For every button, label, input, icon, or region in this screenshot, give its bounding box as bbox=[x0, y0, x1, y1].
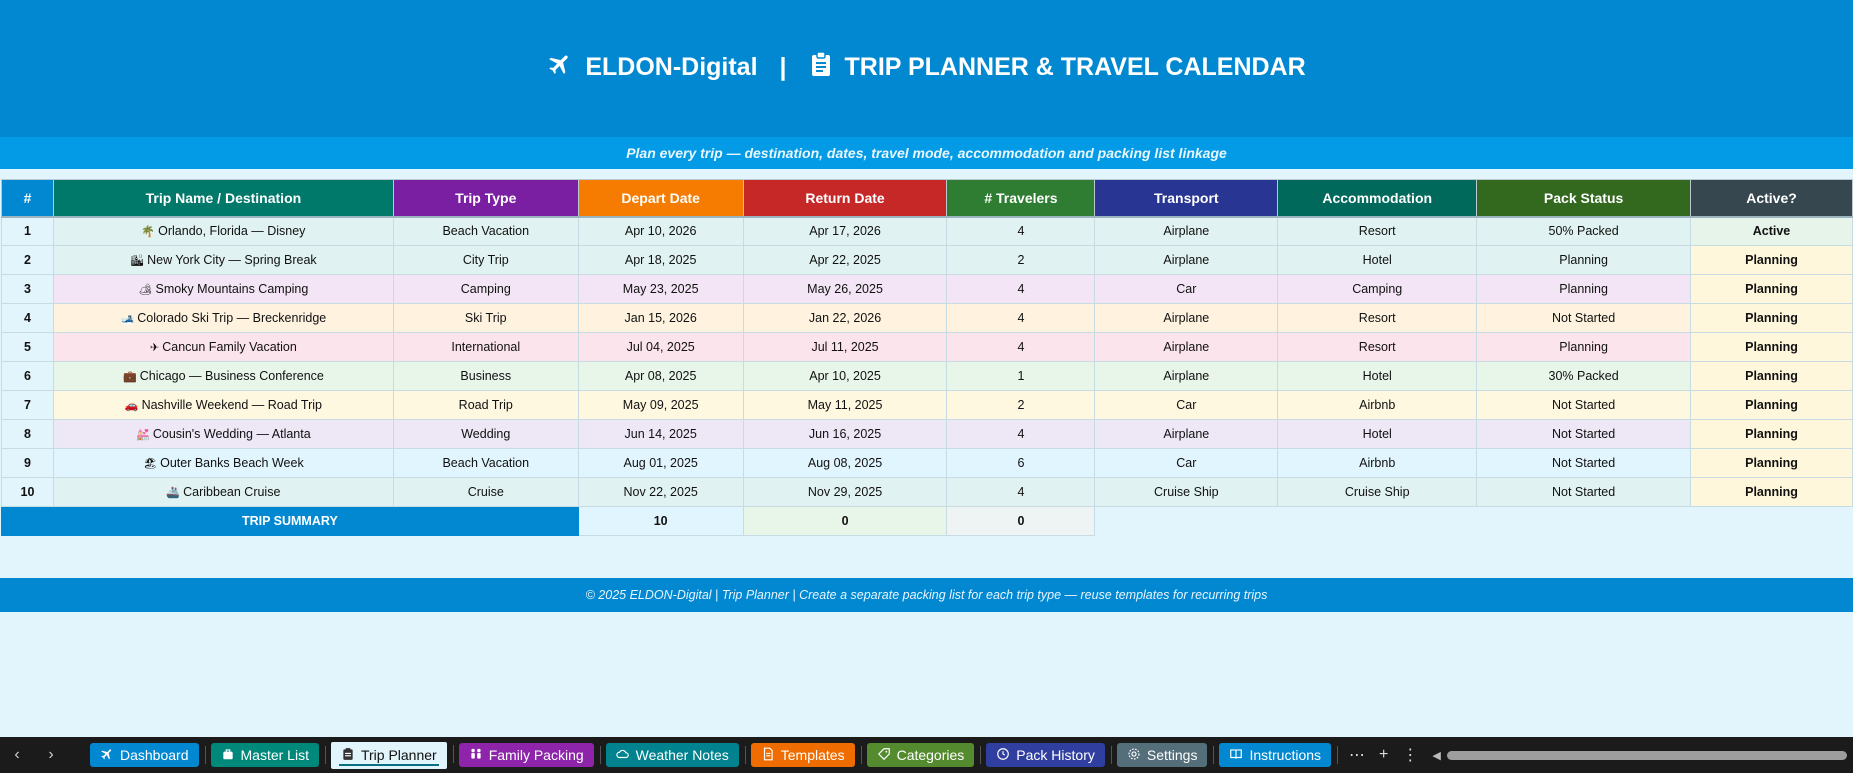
row-number[interactable]: 3 bbox=[2, 275, 54, 304]
accommodation-cell[interactable]: Hotel bbox=[1278, 362, 1477, 391]
trip-icon: 🚢 bbox=[166, 487, 184, 499]
table-row bbox=[2, 362, 1853, 391]
trip-icon: 🏙 bbox=[130, 255, 148, 267]
accommodation-cell[interactable]: Hotel bbox=[1278, 420, 1477, 449]
row-number[interactable]: 9 bbox=[2, 449, 54, 478]
active-status-cell[interactable]: Planning bbox=[1691, 391, 1853, 420]
sheet-menu-icon[interactable]: ⋮ bbox=[1402, 747, 1419, 764]
tab-label: Pack History bbox=[1016, 747, 1095, 763]
trip-name: Cousin's Wedding — Atlanta bbox=[152, 427, 311, 441]
trip-name-cell[interactable] bbox=[53, 449, 393, 478]
type-cell[interactable]: Camping bbox=[393, 275, 578, 304]
row-number[interactable]: 6 bbox=[2, 362, 54, 391]
transport-cell[interactable]: Airplane bbox=[1095, 246, 1278, 275]
trip-name: New York City — Spring Break bbox=[147, 253, 317, 267]
type-cell[interactable]: City Trip bbox=[393, 246, 578, 275]
type-cell[interactable]: Beach Vacation bbox=[393, 449, 578, 478]
transport-cell[interactable]: Airplane bbox=[1095, 362, 1278, 391]
tab-label: Master List bbox=[240, 747, 309, 763]
pack-cell[interactable]: Not Started bbox=[1477, 304, 1691, 333]
tab-label: Family Packing bbox=[488, 747, 584, 763]
clipboard-icon bbox=[809, 51, 833, 84]
add-sheet-icon[interactable]: + bbox=[1379, 746, 1389, 763]
return-cell[interactable]: Jul 11, 2025 bbox=[743, 333, 947, 362]
trip-name-cell[interactable] bbox=[53, 275, 393, 304]
pack-cell[interactable]: Planning bbox=[1477, 246, 1691, 275]
trip-name: Cancun Family Vacation bbox=[162, 340, 297, 354]
trip-name-cell[interactable] bbox=[53, 391, 393, 420]
active-status-cell[interactable]: Active bbox=[1691, 217, 1853, 246]
plane-icon bbox=[547, 51, 573, 84]
accommodation-cell[interactable]: Hotel bbox=[1278, 246, 1477, 275]
depart-cell[interactable]: Apr 18, 2025 bbox=[578, 246, 743, 275]
table-row bbox=[2, 304, 1853, 333]
title-separator: | bbox=[779, 53, 787, 81]
summary-value[interactable]: 0 bbox=[947, 507, 1095, 536]
tab-label: Dashboard bbox=[120, 747, 189, 763]
trip-icon: 🏕 bbox=[138, 284, 156, 296]
brand-name: ELDON-Digital bbox=[585, 53, 758, 81]
table-row bbox=[2, 275, 1853, 304]
column-header[interactable]: Depart Date bbox=[578, 180, 743, 217]
row-number[interactable]: 4 bbox=[2, 304, 54, 333]
pack-cell[interactable]: Planning bbox=[1477, 333, 1691, 362]
trip-name: Chicago — Business Conference bbox=[139, 369, 324, 383]
accommodation-cell[interactable]: Cruise Ship bbox=[1278, 478, 1477, 507]
footer-bar: © 2025 ELDON-Digital | Trip Planner | Create a separate packing list for each trip type — reuse templates for recurring trips bbox=[0, 578, 1853, 612]
active-status-cell[interactable]: Planning bbox=[1691, 449, 1853, 478]
tab-label: Settings bbox=[1146, 747, 1198, 763]
trip-name: Caribbean Cruise bbox=[183, 485, 281, 499]
depart-cell[interactable]: May 23, 2025 bbox=[578, 275, 743, 304]
depart-cell[interactable]: Apr 08, 2025 bbox=[578, 362, 743, 391]
accommodation-cell[interactable]: Resort bbox=[1278, 217, 1477, 246]
depart-cell[interactable]: Apr 10, 2026 bbox=[578, 217, 743, 246]
table-row bbox=[2, 333, 1853, 362]
trip-icon: 🏖 bbox=[143, 458, 161, 470]
travelers-cell[interactable]: 4 bbox=[947, 217, 1095, 246]
tab-family-packing[interactable] bbox=[459, 743, 594, 767]
tag-icon bbox=[877, 747, 891, 764]
row-number[interactable]: 10 bbox=[2, 478, 54, 507]
trip-icon: 💼 bbox=[122, 371, 140, 383]
type-cell[interactable]: Road Trip bbox=[393, 391, 578, 420]
horizontal-scrollbar[interactable] bbox=[1447, 751, 1847, 760]
active-status-cell[interactable]: Planning bbox=[1691, 275, 1853, 304]
column-header[interactable]: Return Date bbox=[743, 180, 947, 217]
pack-cell[interactable]: Not Started bbox=[1477, 391, 1691, 420]
summary-value[interactable]: 0 bbox=[743, 507, 947, 536]
column-header[interactable]: Active? bbox=[1691, 180, 1853, 217]
row-number[interactable]: 5 bbox=[2, 333, 54, 362]
travelers-cell[interactable]: 2 bbox=[947, 246, 1095, 275]
return-cell[interactable]: May 11, 2025 bbox=[743, 391, 947, 420]
tab-label: Instructions bbox=[1249, 747, 1322, 763]
tab-dashboard[interactable] bbox=[90, 743, 199, 767]
cloud-icon bbox=[616, 747, 630, 764]
column-header[interactable]: Accommodation bbox=[1278, 180, 1477, 217]
active-status-cell[interactable]: Planning bbox=[1691, 246, 1853, 275]
travelers-cell[interactable]: 4 bbox=[947, 275, 1095, 304]
trip-name-cell[interactable] bbox=[53, 333, 393, 362]
return-cell[interactable]: Jun 16, 2025 bbox=[743, 420, 947, 449]
accommodation-cell[interactable]: Resort bbox=[1278, 304, 1477, 333]
row-number[interactable]: 8 bbox=[2, 420, 54, 449]
tab-templates[interactable] bbox=[751, 743, 855, 767]
return-cell[interactable]: Apr 10, 2025 bbox=[743, 362, 947, 391]
accommodation-cell[interactable]: Airbnb bbox=[1278, 391, 1477, 420]
return-cell[interactable]: May 26, 2025 bbox=[743, 275, 947, 304]
column-header[interactable]: Trip Name / Destination bbox=[53, 180, 393, 217]
clock-icon bbox=[996, 747, 1010, 764]
type-cell[interactable]: Cruise bbox=[393, 478, 578, 507]
transport-cell[interactable]: Cruise Ship bbox=[1095, 478, 1278, 507]
gear-icon bbox=[1127, 747, 1141, 764]
trip-name: Nashville Weekend — Road Trip bbox=[141, 398, 322, 412]
trip-name-cell[interactable] bbox=[53, 304, 393, 333]
title-banner bbox=[0, 0, 1853, 137]
trip-name: Outer Banks Beach Week bbox=[160, 456, 304, 470]
depart-cell[interactable]: Jan 15, 2026 bbox=[578, 304, 743, 333]
type-cell[interactable]: Beach Vacation bbox=[393, 217, 578, 246]
summary-label[interactable]: TRIP SUMMARY bbox=[2, 507, 579, 536]
tab-weather-notes[interactable] bbox=[606, 743, 739, 767]
type-cell[interactable]: Business bbox=[393, 362, 578, 391]
trip-name-cell[interactable] bbox=[53, 420, 393, 449]
travelers-cell[interactable]: 4 bbox=[947, 420, 1095, 449]
column-header[interactable]: Pack Status bbox=[1477, 180, 1691, 217]
pack-cell[interactable]: Not Started bbox=[1477, 449, 1691, 478]
trip-icon: 🎿 bbox=[120, 313, 138, 325]
transport-cell[interactable]: Car bbox=[1095, 391, 1278, 420]
tab-trip-planner[interactable] bbox=[331, 742, 447, 769]
pack-cell[interactable]: 50% Packed bbox=[1477, 217, 1691, 246]
clipboard-icon bbox=[341, 747, 355, 764]
family-icon bbox=[469, 747, 483, 764]
return-cell[interactable]: Apr 22, 2025 bbox=[743, 246, 947, 275]
row-number[interactable]: 2 bbox=[2, 246, 54, 275]
sheet-tabs bbox=[90, 742, 1343, 769]
tab-label: Trip Planner bbox=[360, 747, 437, 763]
return-cell[interactable]: Nov 29, 2025 bbox=[743, 478, 947, 507]
trip-name-cell[interactable] bbox=[53, 246, 393, 275]
table-row bbox=[2, 391, 1853, 420]
accommodation-cell[interactable]: Airbnb bbox=[1278, 449, 1477, 478]
trip-name-cell[interactable] bbox=[53, 217, 393, 246]
empty-cells bbox=[1095, 507, 1853, 536]
subtitle-bar: Plan every trip — destination, dates, travel mode, accommodation and packing list linkage bbox=[0, 137, 1853, 169]
bag-icon bbox=[221, 747, 235, 764]
active-status-cell[interactable]: Planning bbox=[1691, 304, 1853, 333]
trip-name-cell[interactable] bbox=[53, 478, 393, 507]
tab-label: Categories bbox=[896, 747, 965, 763]
accommodation-cell[interactable]: Resort bbox=[1278, 333, 1477, 362]
depart-cell[interactable]: Aug 01, 2025 bbox=[578, 449, 743, 478]
trip-icon: 🚗 bbox=[124, 400, 142, 412]
prev-sheet-icon[interactable]: ‹ bbox=[14, 746, 20, 763]
trip-name: Colorado Ski Trip — Breckenridge bbox=[137, 311, 327, 325]
type-cell[interactable]: Wedding bbox=[393, 420, 578, 449]
travelers-cell[interactable]: 4 bbox=[947, 333, 1095, 362]
trip-icon: 🌴 bbox=[141, 226, 159, 239]
tab-instructions[interactable] bbox=[1219, 743, 1331, 767]
tab-categories[interactable] bbox=[867, 743, 975, 767]
depart-cell[interactable]: Nov 22, 2025 bbox=[578, 478, 743, 507]
return-cell[interactable]: Apr 17, 2026 bbox=[743, 217, 947, 246]
table-row bbox=[2, 420, 1853, 449]
tab-label: Templates bbox=[780, 747, 845, 763]
transport-cell[interactable]: Airplane bbox=[1095, 304, 1278, 333]
column-header[interactable]: # bbox=[2, 180, 54, 217]
transport-cell[interactable]: Airplane bbox=[1095, 217, 1278, 246]
tab-label: Weather Notes bbox=[635, 747, 729, 763]
table-header-row bbox=[2, 180, 1853, 217]
table-row bbox=[2, 246, 1853, 275]
active-status-cell[interactable]: Planning bbox=[1691, 362, 1853, 391]
return-cell[interactable]: Aug 08, 2025 bbox=[743, 449, 947, 478]
travelers-cell[interactable]: 6 bbox=[947, 449, 1095, 478]
trip-table bbox=[1, 179, 1853, 536]
transport-cell[interactable]: Car bbox=[1095, 449, 1278, 478]
depart-cell[interactable]: May 09, 2025 bbox=[578, 391, 743, 420]
pack-cell[interactable]: 30% Packed bbox=[1477, 362, 1691, 391]
active-status-cell[interactable]: Planning bbox=[1691, 333, 1853, 362]
sheet-tab-bar bbox=[0, 737, 1853, 773]
transport-cell[interactable]: Airplane bbox=[1095, 333, 1278, 362]
trip-name: Orlando, Florida — Disney bbox=[158, 224, 306, 239]
return-cell[interactable]: Jan 22, 2026 bbox=[743, 304, 947, 333]
plane-icon bbox=[100, 747, 114, 764]
summary-row bbox=[2, 507, 1853, 536]
tab-master-list[interactable] bbox=[211, 743, 319, 767]
page-title: TRIP PLANNER & TRAVEL CALENDAR bbox=[844, 53, 1306, 81]
trip-name: Smoky Mountains Camping bbox=[155, 282, 309, 296]
pack-cell[interactable]: Not Started bbox=[1477, 478, 1691, 507]
active-status-cell[interactable]: Planning bbox=[1691, 420, 1853, 449]
table-row bbox=[2, 217, 1853, 246]
transport-cell[interactable]: Airplane bbox=[1095, 420, 1278, 449]
summary-total-trips[interactable]: 10 bbox=[578, 507, 743, 536]
column-header[interactable]: # Travelers bbox=[947, 180, 1095, 217]
active-status-cell[interactable]: Planning bbox=[1691, 478, 1853, 507]
travelers-cell[interactable]: 2 bbox=[947, 391, 1095, 420]
transport-cell[interactable]: Car bbox=[1095, 275, 1278, 304]
trip-icon: ✈ bbox=[149, 342, 163, 354]
column-header[interactable]: Transport bbox=[1095, 180, 1278, 217]
travelers-cell[interactable]: 4 bbox=[947, 478, 1095, 507]
table-row bbox=[2, 449, 1853, 478]
type-cell[interactable]: Ski Trip bbox=[393, 304, 578, 333]
row-number[interactable]: 7 bbox=[2, 391, 54, 420]
accommodation-cell[interactable]: Camping bbox=[1278, 275, 1477, 304]
book-icon bbox=[1229, 747, 1243, 764]
row-number[interactable]: 1 bbox=[2, 217, 54, 246]
pack-cell[interactable]: Not Started bbox=[1477, 420, 1691, 449]
trip-name-cell[interactable] bbox=[53, 362, 393, 391]
more-sheets-icon[interactable]: ⋯ bbox=[1349, 747, 1366, 764]
tab-settings[interactable] bbox=[1117, 743, 1208, 767]
scroll-left-icon[interactable]: ◀ bbox=[1432, 749, 1441, 762]
next-sheet-icon[interactable]: › bbox=[48, 746, 54, 763]
pack-cell[interactable]: Planning bbox=[1477, 275, 1691, 304]
travelers-cell[interactable]: 1 bbox=[947, 362, 1095, 391]
tab-pack-history[interactable] bbox=[986, 743, 1105, 767]
column-header[interactable]: Trip Type bbox=[393, 180, 578, 217]
travelers-cell[interactable]: 4 bbox=[947, 304, 1095, 333]
trip-icon: 💒 bbox=[136, 429, 153, 441]
type-cell[interactable]: International bbox=[393, 333, 578, 362]
depart-cell[interactable]: Jul 04, 2025 bbox=[578, 333, 743, 362]
table-row bbox=[2, 478, 1853, 507]
depart-cell[interactable]: Jun 14, 2025 bbox=[578, 420, 743, 449]
active-tab-underline bbox=[339, 764, 439, 766]
document-icon bbox=[761, 747, 775, 764]
